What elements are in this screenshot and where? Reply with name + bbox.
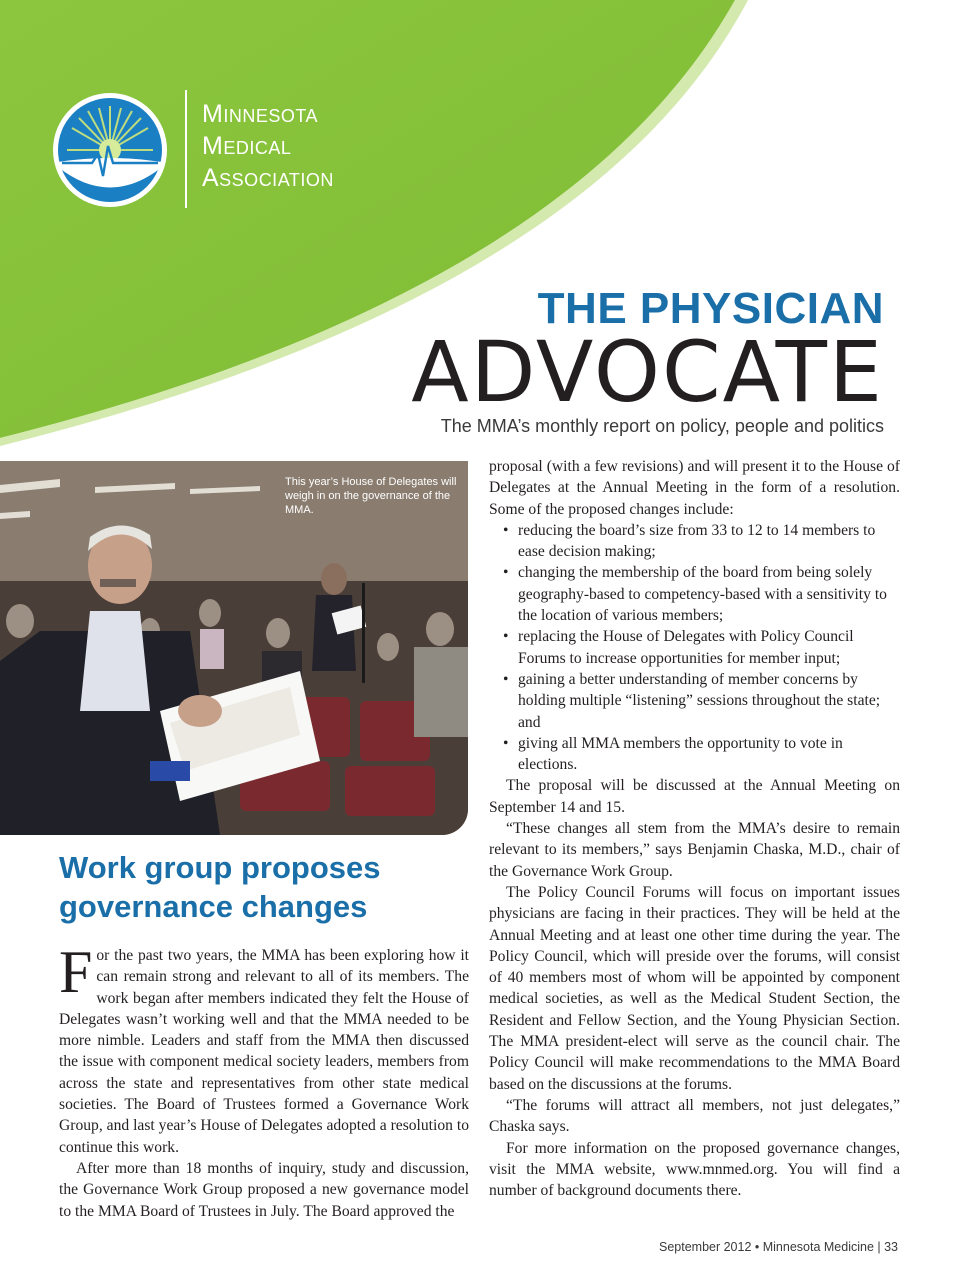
article-paragraph: The proposal will be discussed at the Annual Meeting on September 14 and 15.	[489, 777, 900, 816]
photo-caption: This year’s House of Delegates will weigh in on the governance of the MMA.	[285, 476, 457, 516]
meeting-photo	[0, 461, 468, 835]
article-column-left	[59, 939, 469, 1222]
list-item-text: changing the membership of the board from being solely geography-based to competency-based with a sensitivity to the location of various members;	[518, 564, 887, 625]
org-name-line-2: Medical	[202, 132, 292, 160]
proposed-changes-list	[489, 520, 900, 776]
list-item-text: gaining a better understanding of member concerns by holding multiple “listening” sessions throughout the state; and	[518, 670, 881, 731]
article-paragraph: “These changes all stem from the MMA’s desire to remain relevant to its members,” says Benjamin Chaska, M.D., chair of the Governance Work Group.	[489, 820, 900, 880]
masthead-tagline: The MMA’s monthly report on policy, people and politics	[440, 416, 884, 436]
drop-cap: F	[59, 939, 93, 1005]
article-paragraph: After more than 18 months of inquiry, study and discussion, the Governance Work Group proposed a new governance model to the MMA Board of Trustees in July. The Board approved the	[59, 1159, 469, 1220]
article-paragraph	[59, 939, 469, 1158]
bullet-icon: •	[503, 734, 509, 752]
org-name-line-3: Association	[202, 164, 334, 192]
article-paragraph-text: or the past two years, the MMA has been exploring how it can remain strong and relevant to all of its members. The work began after members indicated they felt the House of Delegates wasn’t working well and that the MMA needed to be more nimble. Leaders and staff from the MMA then discussed the issue with component medical society leaders, members from across the state and representatives from other state medical societies. The Board of Trustees formed a Governance Work Group, and last year’s House of Delegates adopted a resolution to continue this work.	[59, 947, 469, 1156]
article-paragraph: “The forums will attract all members, not just delegates,” Chaska says.	[489, 1096, 900, 1136]
article-paragraph: proposal (with a few revisions) and will present it to the House of Delegates at the Annual Meeting in the form of a resolution. Some of the proposed changes include:	[489, 458, 900, 518]
article-headline: Work group proposes governance changes	[59, 850, 381, 924]
org-name-line-1: Minnesota	[202, 100, 319, 128]
list-item	[503, 669, 900, 733]
sunburst-heartbeat-icon	[52, 92, 168, 208]
list-item	[503, 562, 900, 626]
list-item	[503, 626, 900, 669]
list-item-text: giving all MMA members the opportunity to vote in elections.	[518, 734, 843, 774]
list-item-text: reducing the board’s size from 33 to 12 to 14 members to ease decision making;	[518, 521, 876, 561]
article-column-right	[489, 456, 900, 1201]
list-item	[503, 733, 900, 776]
article-paragraph: The Policy Council Forums will focus on important issues physicians are facing in their practices. They will be held at the Annual Meeting and at least one other time during the year. The Policy Council, which will preside over the forums, will consist of 40 members most of whom will be appointed by component medical societies, as well as the Medical Student Section, the Resident and Fellow Section, and the Young Physician Section. The MMA president-elect will serve as the council chair. The Policy Council will make recommendations to the MMA Board based on the discussions at the forums.	[489, 883, 900, 1093]
org-name	[202, 98, 334, 194]
masthead-kicker: THE PHYSICIAN	[537, 284, 884, 333]
list-item-text: replacing the House of Delegates with Policy Council Forums to increase opportunities for member input;	[518, 628, 854, 667]
masthead-title: ADVOCATE	[411, 323, 884, 421]
logo-divider	[185, 90, 187, 208]
bullet-icon: •	[503, 521, 509, 539]
bullet-icon: •	[503, 564, 509, 582]
bullet-icon: •	[503, 670, 509, 688]
page-footer: September 2012 • Minnesota Medicine | 33	[658, 1240, 898, 1254]
list-item	[503, 520, 900, 563]
article-paragraph: For more information on the proposed governance changes, visit the MMA website, www.mnmed.org. You will find a number of background documents there.	[489, 1139, 900, 1200]
bullet-icon: •	[503, 628, 509, 646]
